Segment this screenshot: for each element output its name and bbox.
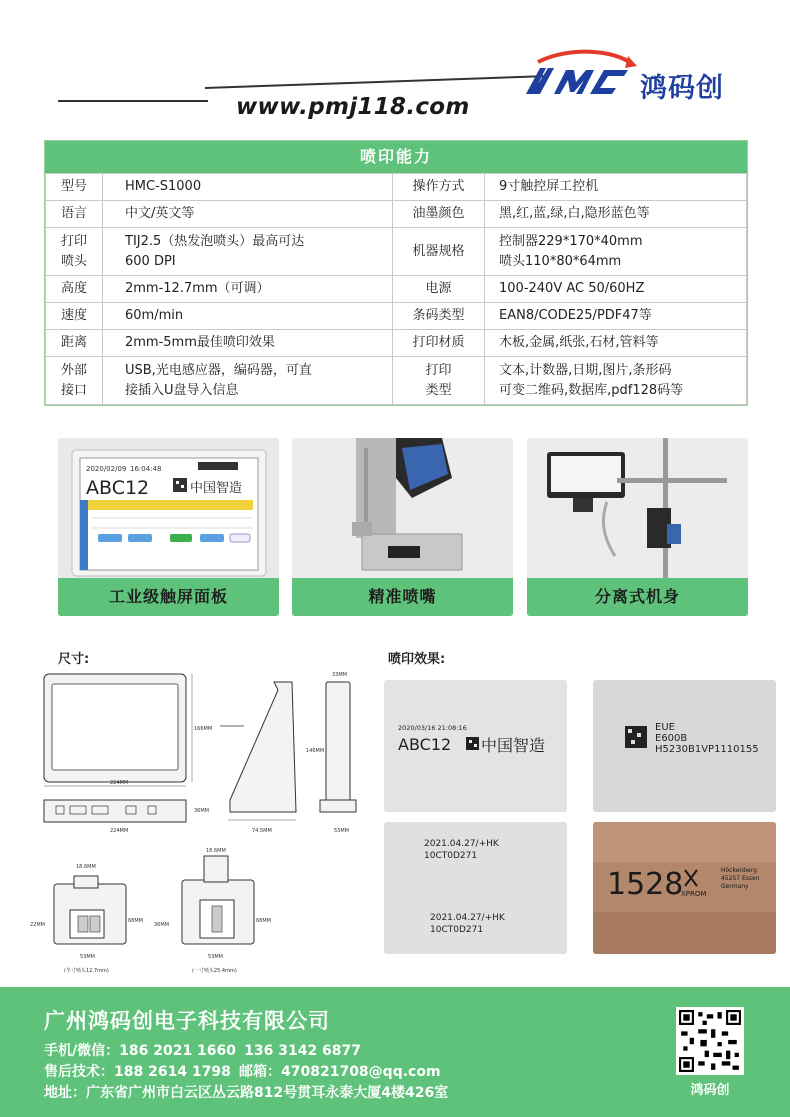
header-rule-slant: [205, 75, 545, 89]
spec-value: [485, 174, 747, 201]
spec-value: [485, 303, 747, 330]
spec-key: [46, 276, 103, 303]
print-text: H5230B1VP1110155: [655, 744, 759, 755]
support-phone[interactable]: 188 2614 1798: [114, 1064, 231, 1080]
spec-key-line: 接口: [60, 382, 87, 398]
feature-caption: 工业级触屏面板: [58, 578, 279, 616]
print-text: Höckenberg: [721, 867, 757, 874]
spec-key: [46, 201, 103, 228]
feature-caption: 分离式机身: [527, 578, 748, 616]
spec-key-line: 距离: [60, 335, 87, 350]
spec-value-line: 9寸触控屏工控机: [499, 179, 599, 194]
print-text: 中国智造: [481, 736, 546, 755]
spec-value: [103, 330, 393, 357]
spec-row: [46, 174, 747, 201]
company-name: 广州鸿码创电子科技有限公司: [44, 1009, 330, 1033]
dimension-drawing: [30, 660, 360, 990]
print-text: Germany: [721, 883, 749, 890]
print-text: 10CT0D271: [430, 925, 484, 935]
spec-value: [485, 201, 747, 228]
dimension-label: 68MM: [256, 918, 271, 924]
spec-key: [393, 303, 485, 330]
spec-value-line: 喷头110*80*64mm: [499, 253, 622, 269]
separated-body-photo-icon: [527, 438, 748, 578]
print-text: 2021.04.27/+HK: [430, 913, 505, 923]
mail-label: 邮箱：: [239, 1064, 281, 1080]
spec-key-line: 高度: [60, 281, 87, 296]
sample-metal-eue: [593, 680, 776, 812]
spec-value: [103, 357, 393, 405]
spec-value-line: 60m/min: [125, 308, 184, 323]
spec-title: 喷印能力: [45, 141, 747, 173]
dimensions-label: 尺寸:: [58, 652, 90, 667]
spec-row: [46, 330, 747, 357]
spec-key: [393, 201, 485, 228]
spec-value-line: 黑,红,蓝,绿,白,隐形蓝色等: [499, 206, 650, 221]
print-sample-icon: [384, 680, 567, 812]
spec-key-line: 语言: [60, 206, 87, 221]
print-text: 2021.04.27/+HK: [424, 839, 499, 849]
spec-value-line: 文本,计数器,日期,图片,条形码: [499, 362, 672, 378]
print-text: E600B: [655, 733, 688, 744]
hmc-logo-icon: [520, 48, 638, 108]
print-text: 1528: [607, 867, 684, 902]
spec-key: [46, 357, 103, 405]
feature-card-separate-body: [527, 438, 748, 616]
spec-value-line: USB,光电感应器，编码器，可直: [125, 362, 312, 378]
spec-key: [393, 276, 485, 303]
spec-value: [485, 330, 747, 357]
footer: [0, 987, 790, 1117]
spec-value: [485, 276, 747, 303]
spec-key-line: 类型: [425, 382, 452, 398]
dimension-label: 224MM: [110, 780, 129, 786]
print-text: ABC12: [398, 735, 452, 754]
phone-label: 手机/微信：: [44, 1043, 120, 1059]
print-text: 10CT0D271: [424, 851, 478, 861]
dimension-label: 68MM: [128, 918, 143, 924]
dimension-label: 74.5MM: [252, 828, 272, 834]
spec-value: [103, 303, 393, 330]
mail-address[interactable]: 470821708@qq.com: [281, 1064, 441, 1080]
print-sample-icon: [593, 680, 776, 812]
spec-value-line: 2mm-12.7mm（可调）: [125, 281, 270, 296]
spec-key-line: 打印: [60, 233, 87, 249]
feature-card-nozzle: [292, 438, 513, 616]
company-logo: [520, 48, 770, 108]
dimension-label: 22MM: [30, 922, 45, 928]
print-text: 16:04:48: [130, 465, 162, 473]
spec-value-line: 木板,金属,纸张,石材,管料等: [499, 335, 659, 350]
dimension-label: 18.6MM: [206, 848, 226, 854]
spec-value-line: 2mm-5mm最佳喷印效果: [125, 335, 275, 350]
dimension-label: (一寸喷头25.4mm): [192, 968, 237, 974]
website-url[interactable]: www.pmj118.com: [236, 94, 470, 120]
spec-key: [46, 174, 103, 201]
print-head-photo-icon: [292, 438, 513, 578]
print-text: XPROM: [681, 890, 707, 898]
print-text: ABC12: [86, 477, 150, 499]
sample-wood-1528: [593, 822, 776, 954]
spec-key-line: 机器规格: [412, 243, 465, 259]
qr-code-icon: [679, 1010, 741, 1072]
spec-value: [103, 201, 393, 228]
feature-card-touch-panel: [58, 438, 279, 616]
spec-value-line: 100-240V AC 50/60HZ: [499, 281, 645, 296]
dimension-label: 33MM: [332, 672, 347, 678]
dimension-label: 53MM: [208, 954, 223, 960]
qr-code[interactable]: [676, 1007, 744, 1075]
header: [0, 0, 790, 140]
spec-row: [46, 276, 747, 303]
print-samples-label: 喷印效果:: [388, 652, 446, 667]
spec-key: [393, 228, 485, 276]
dimension-label: 224MM: [110, 828, 129, 834]
spec-value: [485, 357, 747, 405]
header-rule-left: [58, 100, 208, 102]
feature-caption: 精准喷嘴: [292, 578, 513, 616]
print-text: 中国智造: [190, 481, 243, 496]
spec-key: [393, 357, 485, 405]
spec-grid: [45, 173, 747, 405]
spec-value-line: 中文/英文等: [125, 206, 195, 221]
dimension-label: 18.6MM: [76, 864, 96, 870]
contact-address: [44, 1082, 448, 1102]
logo-text: 鸿码创: [640, 73, 724, 104]
dimension-label: 36MM: [194, 808, 209, 814]
print-text: 2020/03/16 21:08:16: [398, 724, 467, 732]
spec-value-line: EAN8/CODE25/PDF47等: [499, 308, 652, 323]
address-text: 广东省广州市白云区丛云路812号贯耳永泰大厦4楼426室: [86, 1085, 449, 1101]
spec-value: [103, 276, 393, 303]
spec-key-line: 打印: [425, 362, 452, 378]
spec-table: [44, 140, 748, 406]
spec-value: [103, 228, 393, 276]
dimension-label: (半寸喷头12.7mm): [64, 968, 109, 974]
spec-row: [46, 303, 747, 330]
spec-key: [46, 228, 103, 276]
spec-value-line: 600 DPI: [125, 253, 176, 269]
dimension-label: 36MM: [154, 922, 169, 928]
spec-key-line: 型号: [60, 179, 87, 194]
phone-2[interactable]: 136 3142 6877: [244, 1043, 362, 1059]
spec-row: [46, 201, 747, 228]
spec-key-line: 操作方式: [412, 179, 465, 194]
spec-key: [393, 174, 485, 201]
print-text: EUE: [655, 722, 675, 733]
spec-key: [393, 330, 485, 357]
dimension-label: 166MM: [194, 726, 213, 732]
support-label: 售后技术：: [44, 1064, 114, 1080]
spec-value-line: 接插入U盘导入信息: [125, 382, 239, 398]
spec-value-line: TIJ2.5（热发泡喷头）最高可达: [125, 233, 305, 249]
spec-key-line: 速度: [60, 308, 87, 323]
spec-value-line: 控制器229*170*40mm: [499, 233, 643, 249]
spec-key-line: 外部: [60, 362, 87, 378]
spec-key: [46, 330, 103, 357]
spec-key-line: 喷头: [60, 253, 87, 269]
print-sample-icon: [593, 822, 776, 954]
contact-support: [44, 1061, 441, 1081]
sample-paper-dates: [384, 822, 567, 954]
dimension-label: 146MM: [306, 748, 325, 754]
address-label: 地址：: [44, 1085, 86, 1101]
spec-value: [485, 228, 747, 276]
spec-key: [46, 303, 103, 330]
contact-phone: [44, 1040, 361, 1060]
print-sample-icon: [384, 822, 567, 954]
spec-value-line: 可变二维码,数据库,pdf128码等: [499, 382, 684, 398]
print-text: 2020/02/09: [86, 465, 127, 473]
spec-row: [46, 228, 747, 276]
print-text: 45257 Essen: [721, 875, 760, 882]
spec-key-line: 电源: [425, 281, 452, 296]
qr-caption: 鸿码创: [690, 1083, 730, 1098]
sample-paper-abc12: [384, 680, 567, 812]
spec-value: [103, 174, 393, 201]
spec-row: [46, 357, 747, 405]
spec-key-line: 打印材质: [412, 335, 465, 350]
spec-value-line: HMC-S1000: [125, 179, 202, 194]
spec-key-line: 条码类型: [412, 308, 465, 323]
phone-1[interactable]: 186 2021 1660: [119, 1043, 237, 1059]
dimension-label: 53MM: [334, 828, 349, 834]
dimension-label: 53MM: [80, 954, 95, 960]
touch-panel-photo-icon: [58, 438, 279, 578]
spec-key-line: 油墨颜色: [412, 206, 465, 221]
